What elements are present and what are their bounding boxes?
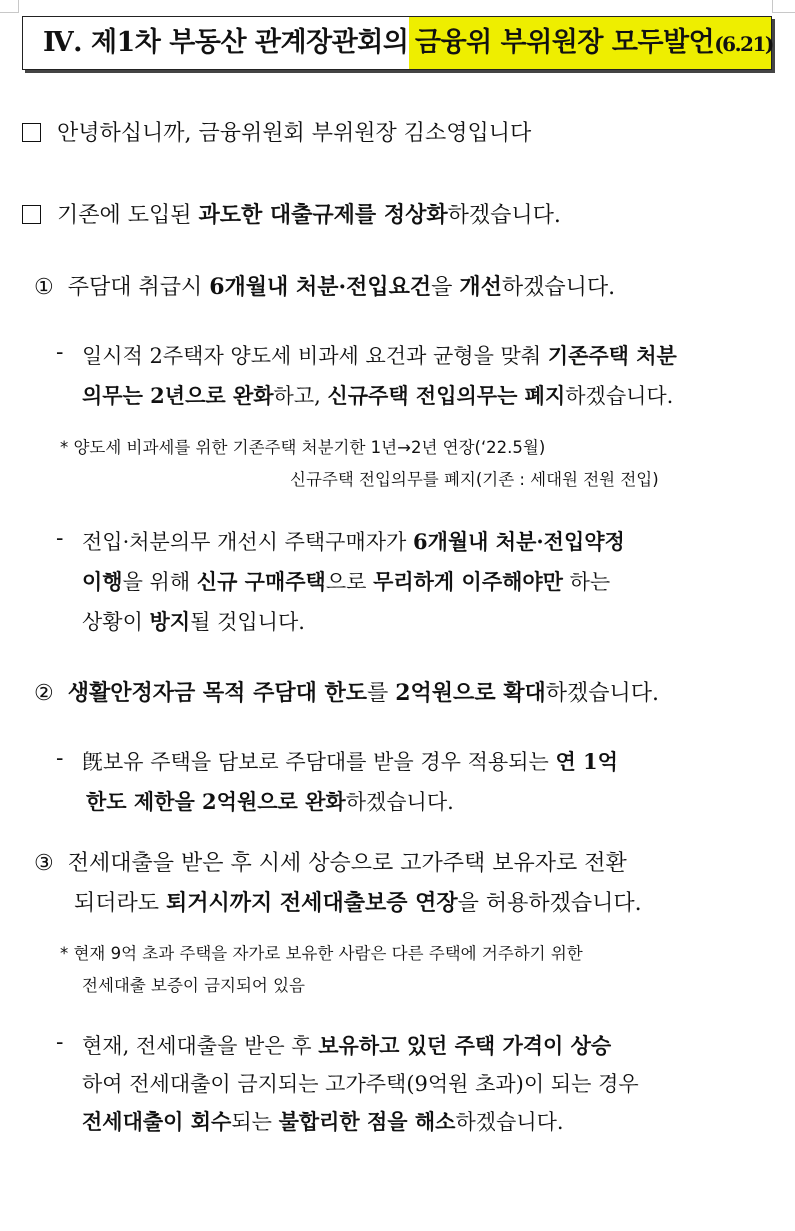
- intro-bold-1: 과도한 대출규제를 정상화: [198, 202, 448, 228]
- item-1-text-2: 을: [431, 275, 460, 300]
- item-1-sub-1-text-2: 하고,: [273, 384, 328, 408]
- section-title-right: [415, 17, 773, 69]
- section-title-date: (6.21): [714, 32, 773, 56]
- item-1-sub-1-dash: -: [56, 340, 64, 365]
- item-2-bold-2: 2억원으로 확대: [395, 680, 546, 706]
- item-2-text-2: 하겠습니다.: [545, 681, 659, 706]
- item-1-sub-2-line-1: [82, 526, 625, 556]
- intro-paragraph: [22, 198, 561, 229]
- item-2-text-1: 를: [367, 681, 396, 706]
- item-3-sub-1-line-3: [82, 1106, 564, 1136]
- item-1-sub-1-line-2: [82, 380, 673, 410]
- item-3-sub-1-line-2: 하여 전세대출이 금지되는 고가주택(9억원 초과)이 되는 경우: [82, 1072, 639, 1096]
- item-1-bold-1: 6개월내 처분·전입요건: [209, 274, 432, 300]
- greeting-paragraph: [22, 116, 531, 147]
- item-1-sub-2-text-5: 상황이: [82, 610, 150, 634]
- item-2-number: ②: [34, 681, 54, 706]
- item-3-sub-1-text-2: 되는: [231, 1110, 279, 1134]
- item-2-sub-1-line-1: [82, 746, 618, 776]
- item-1-sub-2-line-2: [82, 566, 610, 596]
- intro-text-2: 하겠습니다.: [447, 203, 561, 228]
- item-2-sub-1-text-1: 旣보유 주택을 담보로 주담대를 받을 경우 적용되는: [82, 750, 556, 774]
- item-3-sub-1-dash: -: [56, 1030, 64, 1055]
- item-2-sub-1-bold-2: 한도 제한을 2억원으로 완화: [86, 789, 346, 814]
- greeting-text: 안녕하십니까, 금융위원회 부위원장 김소영입니다: [57, 121, 532, 146]
- item-3-sub-1-text-1: 현재, 전세대출을 받은 후: [82, 1034, 319, 1058]
- item-2-bold-1: 생활안정자금 목적 주담대 한도: [67, 680, 367, 706]
- section-title-box: [22, 16, 772, 70]
- checkbox-bullet-icon: [22, 205, 41, 224]
- item-1-sub-2-bold-5: 방지: [149, 609, 191, 634]
- item-1-sub-2-text-2: 을 위해: [122, 570, 197, 594]
- item-2-sub-1-bold-1: 연 1억: [555, 749, 618, 774]
- item-1-text-3: 하겠습니다.: [501, 275, 616, 300]
- item-2-sub-1-text-2: 하겠습니다.: [345, 790, 454, 814]
- item-3-note-line-1: * 현재 9억 초과 주택을 자가로 보유한 사람은 다른 주택에 거주하기 위한: [60, 944, 583, 963]
- item-1-number: ①: [34, 275, 54, 300]
- item-1-sub-1-line-1: [82, 340, 677, 370]
- item-3-sub-1-bold-3: 불합리한 점을 해소: [278, 1109, 456, 1134]
- item-3-text-1: 전세대출을 받은 후 시세 상승으로 고가주택 보유자로 전환: [67, 851, 627, 876]
- item-3-bold-1: 퇴거시까지 전세대출보증 연장: [166, 890, 458, 916]
- item-1-sub-1-bold-1: 기존주택 처분: [547, 343, 677, 368]
- item-1-heading: [34, 270, 615, 301]
- item-3-number: ③: [34, 851, 54, 876]
- item-1-sub-2-line-3: [82, 606, 305, 636]
- item-3-sub-1-bold-1: 보유하고 있던 주택 가격이 상승: [318, 1033, 612, 1058]
- item-1-sub-2-bold-3: 신규 구매주택: [196, 569, 326, 594]
- section-title-left: Ⅳ. 제1차 부동산 관계장관회의: [43, 27, 409, 58]
- item-1-sub-2-dash: -: [56, 526, 64, 551]
- item-3-sub-1-bold-2: 전세대출이 회수: [82, 1109, 232, 1134]
- section-title-speaker: 금융위 부위원장 모두발언: [415, 27, 715, 58]
- checkbox-bullet-icon: [22, 123, 41, 142]
- item-1-bold-2: 개선: [459, 274, 502, 300]
- item-1-note-line-2: 신규주택 전입의무를 폐지(기존 : 세대원 전원 전입): [290, 470, 659, 489]
- page-corner-mark-right: [772, 0, 795, 13]
- item-1-sub-2-bold-2: 이행: [82, 569, 123, 594]
- item-1-sub-1-text-3: 하겠습니다.: [565, 384, 674, 408]
- item-3-sub-1-line-1: [82, 1030, 611, 1060]
- item-1-note-line-1: * 양도세 비과세를 위한 기존주택 처분기한 1년→2년 연장(‘22.5월): [60, 438, 546, 457]
- item-1-sub-1-bold-3: 신규주택 전입의무는 폐지: [327, 383, 566, 408]
- item-3-heading-line-1: [34, 846, 627, 877]
- item-3-heading-line-2: [74, 886, 642, 917]
- item-1-sub-1-text-1: 일시적 2주택자 양도세 비과세 요건과 균형을 맞춰: [82, 344, 548, 368]
- item-1-sub-2-text-1: 전입·처분의무 개선시 주택구매자가: [82, 530, 413, 554]
- item-2-sub-1-line-2: [86, 786, 454, 816]
- intro-text-1: 기존에 도입된: [57, 203, 199, 228]
- item-1-sub-2-bold-1: 6개월내 처분·전입약정: [413, 529, 625, 554]
- item-1-sub-2-bold-4: 무리하게 이주해야만: [373, 569, 563, 594]
- item-3-note-line-2: 전세대출 보증이 금지되어 있음: [82, 976, 305, 995]
- page-corner-mark-left: [0, 0, 19, 13]
- item-1-text-1: 주담대 취급시: [67, 275, 210, 300]
- item-1-sub-2-text-4: 하는: [562, 570, 611, 594]
- item-2-sub-1-dash: -: [56, 746, 64, 771]
- item-1-sub-1-bold-2: 의무는 2년으로 완화: [82, 383, 274, 408]
- item-3-text-3: 을 허용하겠습니다.: [457, 891, 642, 916]
- item-1-sub-2-text-3: 으로: [325, 570, 374, 594]
- item-3-text-2: 되더라도: [74, 891, 167, 916]
- item-1-sub-2-text-6: 될 것입니다.: [190, 610, 305, 634]
- item-2-heading: [34, 676, 659, 707]
- item-3-sub-1-text-3: 하겠습니다.: [455, 1110, 564, 1134]
- section-title-highlight: [409, 17, 771, 69]
